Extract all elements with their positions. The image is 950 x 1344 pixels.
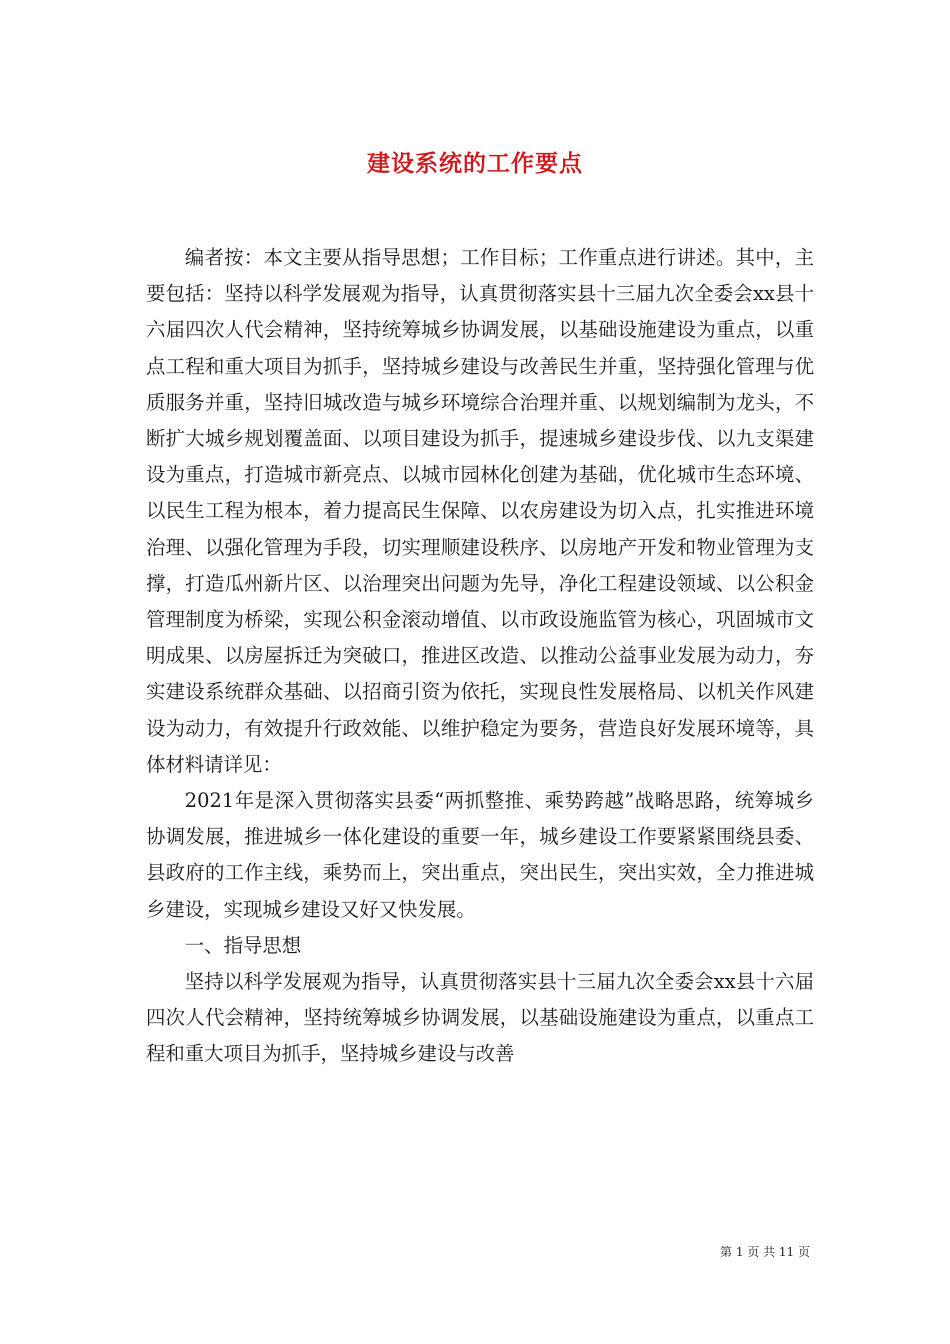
document-title: 建设系统的工作要点 [367, 150, 583, 178]
page-number-footer: 第 1 页 共 11 页 [720, 1245, 810, 1259]
document-body [146, 240, 814, 1073]
guiding-thought-paragraph: 坚持以科学发展观为指导，认真贯彻落实县十三届九次全委会xx县十六届四次人代会精神，坚持统筹城乡协调发展，以基础设施建设为重点，以重点工程和重大项目为抓手，坚持城乡建设与改善 [146, 970, 814, 1066]
intro-paragraph: 2021年是深入贯彻落实县委“两抓整推、乘势跨越”战略思路，统筹城乡协调发展，推进城乡一体化建设的重要一年，城乡建设工作要紧紧围绕县委、县政府的工作主线，乘势而上，突出重点，突出民生，突出实效，全力推进城乡建设，实现城乡建设又好又快发展。 [146, 789, 814, 921]
section-heading-guiding-thought: 一、指导思想 [184, 933, 302, 957]
editor-note-paragraph: 编者按：本文主要从指导思想；工作目标；工作重点进行讲述。其中，主要包括：坚持以科学发展观为指导，认真贯彻落实县十三届九次全委会xx县十六届四次人代会精神，坚持统筹城乡协调发展，以基础设施建设为重点，以重点工程和重大项目为抓手，坚持城乡建设与改善民生并重，坚持强化管理与优质服务并重，坚持旧城改造与城乡环境综合治理并重、以规划编制为龙头，不断扩大城乡规划覆盖面、以项目建设为抓手，提速城乡建设步伐、以九支渠建设为重点，打造城市新亮点、以城市园林化创建为基础，优化城市生态环境、以民生工程为根本，着力提高民生保障、以农房建设为切入点，扎实推进环境治理、以强化管理为手段，切实理顺建设秩序、以房地产开发和物业管理为支撑，打造瓜州新片区、以治理突出问题为先导，净化工程建设领域、以公积金管理制度为桥梁，实现公积金滚动增值、以市政设施监管为核心，巩固城市文明成果、以房屋拆迁为突破口，推进区改造、以推动公益事业发展为动力，夯实建设系统群众基础、以招商引资为依托，实现良性发展格局、以机关作风建设为动力，有效提升行政效能、以维护稳定为要务，营造良好发展环境等，具体材料请详见： [146, 246, 814, 776]
